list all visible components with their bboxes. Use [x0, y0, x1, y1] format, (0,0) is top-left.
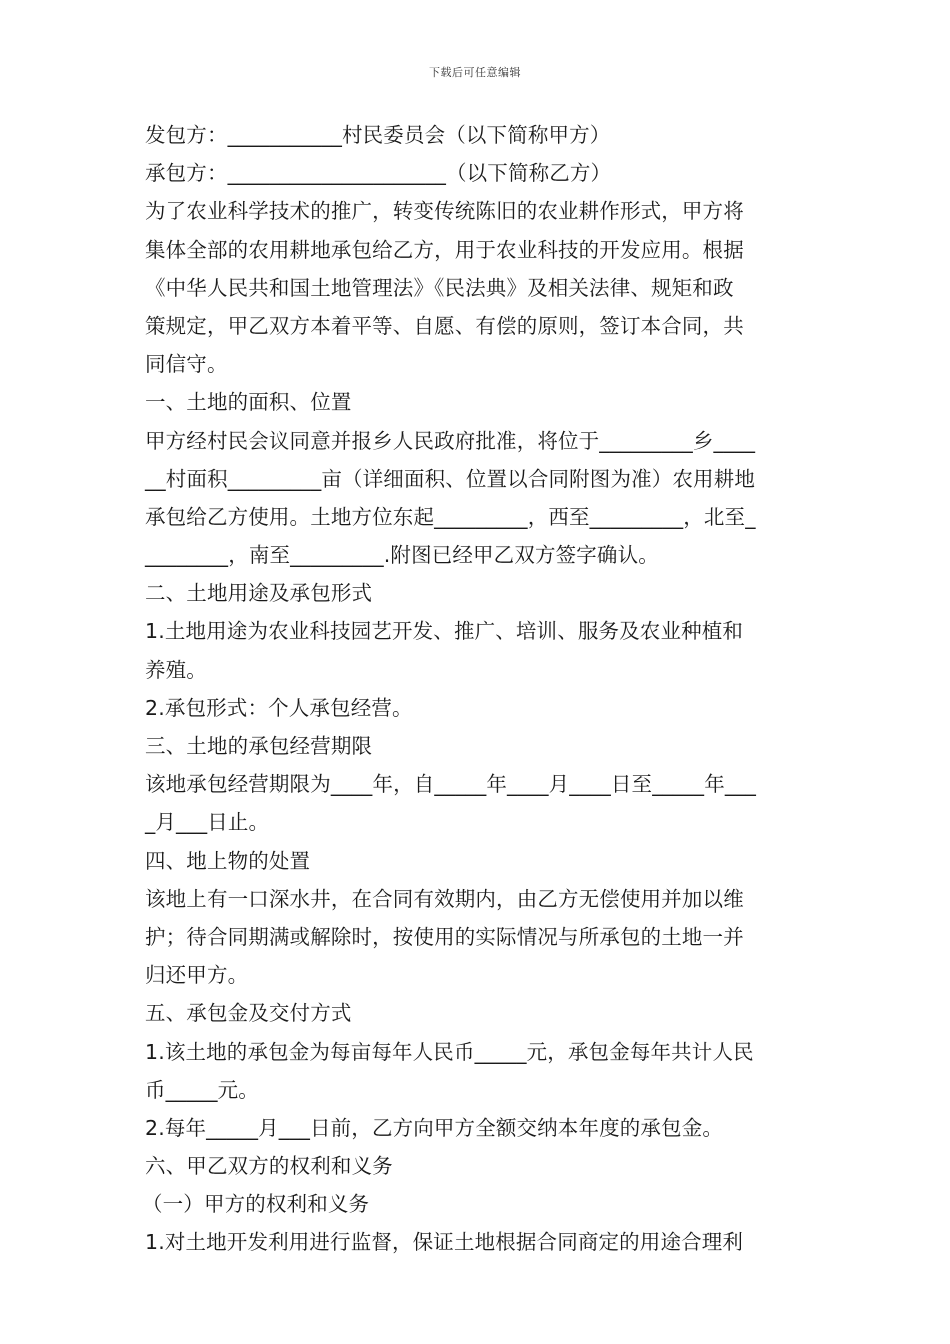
- preamble-line: 为了农业科学技术的推广，转变传统陈旧的农业耕作形式，甲方将: [145, 199, 744, 224]
- preamble-line: 《中华人民共和国土地管理法》《民法典》及相关法律、规矩和政: [145, 275, 734, 300]
- paragraph-line: 护；待合同期满或解除时，按使用的实际情况与所承包的土地一并: [145, 924, 744, 949]
- paragraph-line: 该地承包经营期限为____年，自_____年____月____日至_____年___: [145, 772, 757, 797]
- paragraph-line: 1.土地用途为农业科技园艺开发、推广、培训、服务及农业种植和: [145, 619, 744, 644]
- section-heading: 一、土地的面积、位置: [145, 390, 352, 415]
- paragraph-line: 承包给乙方使用。土地方位东起_________，西至_________，北至_: [145, 504, 756, 529]
- paragraph-line: 2.每年_____月___日前，乙方向甲方全额交纳本年度的承包金。: [145, 1115, 724, 1140]
- preamble-line: 集体全部的农用耕地承包给乙方，用于农业科技的开发应用。根据: [145, 237, 744, 262]
- paragraph-line: 甲方经村民会议同意并报乡人民政府批准，将位于_________乡____: [145, 428, 756, 453]
- paragraph-line: 归还甲方。: [145, 963, 249, 988]
- subsection-heading: （一）甲方的权利和义务: [142, 1192, 370, 1217]
- section-heading: 四、地上物的处置: [145, 848, 311, 873]
- section-heading: 六、甲乙双方的权利和义务: [145, 1154, 393, 1179]
- preamble-line: 同信守。: [145, 352, 228, 377]
- section-heading: 二、土地用途及承包形式: [145, 581, 373, 606]
- paragraph-line: _月___日止。: [145, 810, 270, 835]
- paragraph-line: __村面积_________亩（详细面积、位置以合同附图为准）农用耕地: [145, 466, 755, 491]
- paragraph-line: 2.承包形式：个人承包经营。: [145, 695, 413, 720]
- party-b-line: 承包方：_____________________（以下简称乙方）: [145, 161, 612, 186]
- paragraph-line: 养殖。: [145, 657, 207, 682]
- preamble-line: 策规定，甲乙双方本着平等、自愿、有偿的原则，签订本合同，共: [145, 313, 744, 338]
- paragraph-line: 该地上有一口深水井，在合同有效期内，由乙方无偿使用并加以维: [145, 886, 744, 911]
- party-a-line: 发包方：___________村民委员会（以下简称甲方）: [145, 123, 611, 147]
- section-heading: 三、土地的承包经营期限: [145, 734, 373, 758]
- contract-body: [142, 116, 810, 1262]
- paragraph-line: ________，南至_________.附图已经甲乙双方签字确认。: [145, 543, 659, 568]
- section-heading: 五、承包金及交付方式: [145, 1001, 352, 1026]
- header-note: 下载后可任意编辑: [429, 66, 521, 79]
- paragraph-line: 1.对土地开发利用进行监督，保证土地根据合同商定的用途合理利: [145, 1230, 744, 1255]
- paragraph-line: 币_____元。: [145, 1077, 259, 1102]
- paragraph-line: 1.该土地的承包金为每亩每年人民币_____元，承包金每年共计人民: [145, 1039, 754, 1064]
